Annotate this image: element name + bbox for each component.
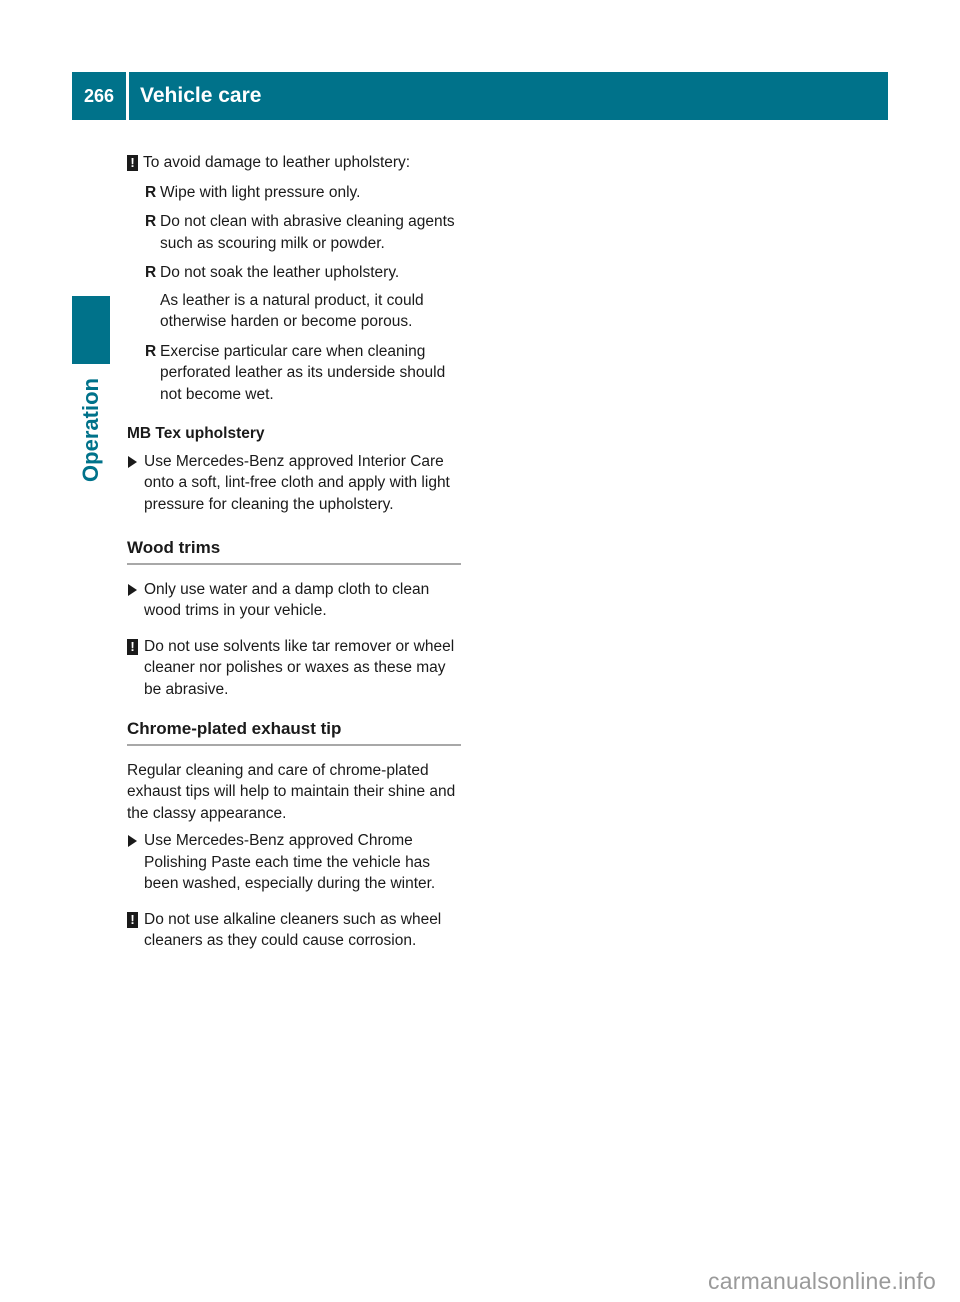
watermark: carmanualsonline.info [708,1268,936,1294]
list-item-text: Do not soak the leather upholstery. [160,264,400,281]
bullet-icon: R [145,183,157,201]
step-arrow-icon [128,456,137,468]
step-text: Only use water and a damp cloth to clean wood trims in your vehicle. [144,580,430,619]
side-tab-marker [72,296,110,364]
wood-warning [127,636,461,701]
side-tab [72,372,110,487]
warning-text: Do not use solvents like tar remover or wheel cleaner nor polishes or waxes as these may be abrasive. [144,637,455,698]
header-divider [126,72,129,120]
warning-icon: ! [127,912,138,928]
chrome-heading: Chrome-plated exhaust tip [127,718,461,746]
list-item [127,341,461,406]
list-item [127,262,461,284]
list-item [127,211,461,254]
warning-icon: ! [127,155,138,171]
page-header [72,72,888,120]
chrome-step [127,830,461,895]
list-item-text: Exercise particular care when cleaning perforated leather as its underside should not become wet. [160,342,446,403]
list-item-text: Wipe with light pressure only. [160,183,361,201]
section-title: Vehicle care [140,84,262,107]
bullet-icon: R [145,264,157,281]
list-item-text: Do not clean with abrasive cleaning agents such as scouring milk or powder. [160,213,455,252]
leather-warning [127,152,461,174]
step-text: Use Mercedes-Benz approved Interior Care onto a soft, lint-free cloth and apply with light pressure for cleaning the upholstery. [144,452,450,513]
chrome-warning [127,909,461,952]
bullet-icon: R [145,213,157,230]
step-arrow-icon [128,835,137,847]
page-number: 266 [83,85,115,106]
list-item [127,182,461,204]
step-arrow-icon [128,584,137,596]
side-tab-label: Operation [78,377,103,482]
warning-text: Do not use alkaline cleaners such as wheel cleaners as they could cause corrosion. [144,910,442,949]
leather-warning-text: To avoid damage to leather upholstery: [143,154,411,171]
mbtex-heading: MB Tex upholstery [127,425,265,442]
bullet-icon: R [145,342,157,360]
wood-heading: Wood trims [127,537,461,565]
step-text: Use Mercedes-Benz approved Chrome Polishing Paste each time the vehicle has been washed, especially during the winter. [144,832,436,892]
wood-step [127,579,461,622]
leather-note: As leather is a natural product, it could otherwise harden or become porous. [160,291,424,330]
mbtex-step [127,451,461,516]
warning-icon: ! [127,639,138,655]
page-content [127,152,461,952]
chrome-paragraph: Regular cleaning and care of chrome-plated exhaust tips will help to maintain their shine and the classy appearance. [127,761,456,822]
